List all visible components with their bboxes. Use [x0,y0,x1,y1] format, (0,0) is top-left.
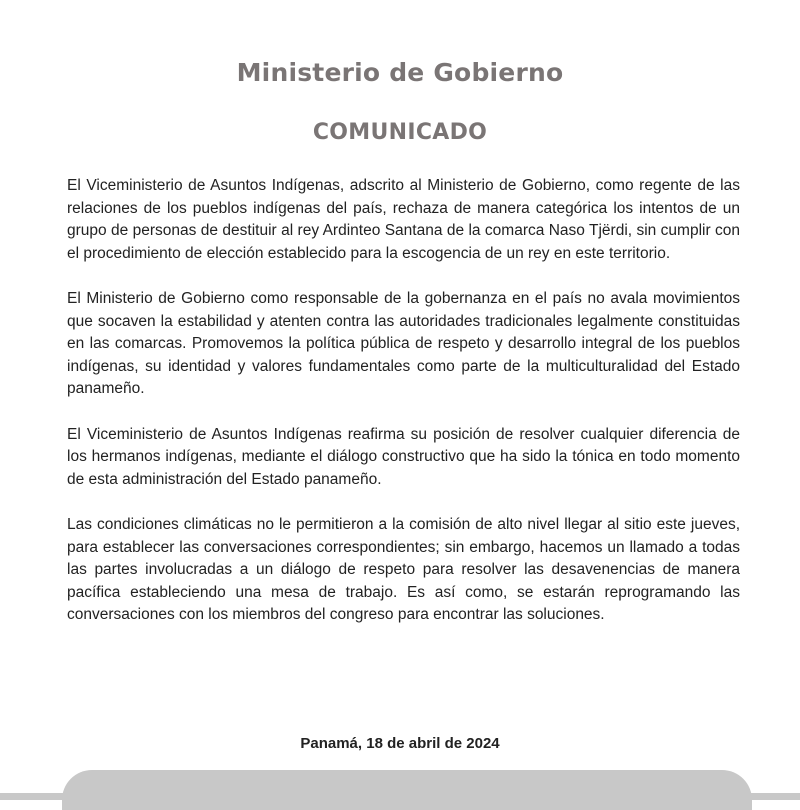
paragraph-weather-rescheduling: Las condiciones climáticas no le permitieron a la comisión de alto nivel llegar al sitio este jueves, para establecer las conversaciones correspondientes; sin embargo, hacemos un llamado a todas las partes involucradas a un diálogo de respeto para resolver las desavenencias de manera pacífica estableciendo una mesa de trabajo. Es así como, se estarán reprogramando las conversaciones con los miembros del congreso para encontrar las soluciones. [67,516,740,623]
paragraph-governance: El Ministerio de Gobierno como responsable de la gobernanza en el país no avala movimientos que socaven la estabilidad y atenten contra las autoridades tradicionales legalmente constituidas en las comarcas. Promovemos la política pública de respeto y desarrollo integral de los pueblos indígenas, su identidad y valores fundamentales como parte de la multiculturalidad del Estado panameño. [67,290,740,397]
footer-decorative-tab [62,770,752,810]
dateline: Panamá, 18 de abril de 2024 [300,735,500,752]
paragraph-rejection: El Viceministerio de Asuntos Indígenas, adscrito al Ministerio de Gobierno, como regente de las relaciones de los pueblos indígenas del país, rechaza de manera categórica los intentos de un grupo de personas de destituir al rey Ardinteo Santana de la comarca Naso Tjërdi, sin cumplir con el procedimiento de elección establecido para la escogencia de un rey en este territorio. [67,177,740,262]
paragraph-dialogue: El Viceministerio de Asuntos Indígenas reafirma su posición de resolver cualquier diferencia de los hermanos indígenas, mediante el diálogo constructivo que ha sido la tónica en todo momento de esta administración del Estado panameño. [67,425,740,488]
communique-body [67,175,740,650]
ministry-title: Ministerio de Gobierno [236,58,564,87]
document-type-heading: COMUNICADO [312,120,488,145]
footer-decorative-band [0,793,800,800]
